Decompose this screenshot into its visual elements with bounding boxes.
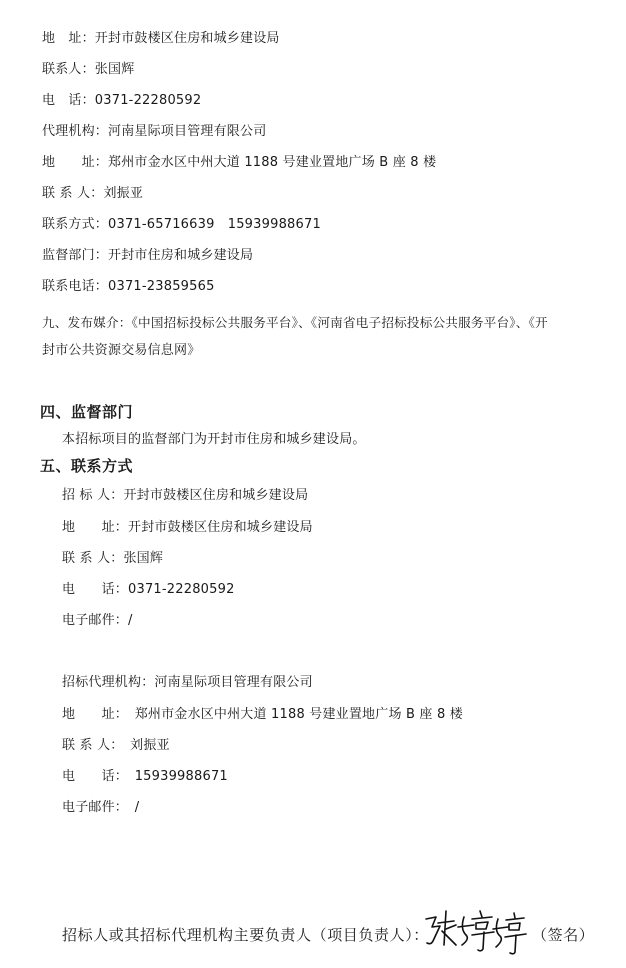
agency-phone: 电 话： 15939988671 [62, 769, 228, 784]
upper-supervisor: 监督部门：开封市住房和城乡建设局 [42, 248, 254, 263]
upper-agency: 代理机构：河南星际项目管理有限公司 [42, 124, 267, 139]
agency-address: 地 址： 郑州市金水区中州大道 1188 号建业置地广场 B 座 8 楼 [62, 707, 463, 722]
media-line-2: 封市公共资源交易信息网》 [42, 343, 201, 358]
upper-agency-phone: 联系方式：0371-65716639 15939988671 [42, 217, 321, 232]
tenderer-email: 电子邮件：/ [62, 613, 133, 628]
upper-phone: 电 话：0371-22280592 [42, 93, 202, 108]
upper-agency-address: 地 址：郑州市金水区中州大道 1188 号建业置地广场 B 座 8 楼 [42, 155, 437, 170]
section-4-title: 四、监督部门 [40, 403, 134, 421]
section-4-body: 本招标项目的监督部门为开封市住房和城乡建设局。 [62, 432, 366, 447]
signature-suffix: （签名） [532, 926, 595, 944]
tenderer-address: 地 址：开封市鼓楼区住房和城乡建设局 [62, 520, 313, 535]
signature-label: 招标人或其招标代理机构主要负责人（项目负责人）： [62, 926, 429, 944]
tenderer-name: 招 标 人：开封市鼓楼区住房和城乡建设局 [62, 488, 309, 503]
upper-address: 地 址：开封市鼓楼区住房和城乡建设局 [42, 31, 280, 46]
agency-name: 招标代理机构：河南星际项目管理有限公司 [62, 675, 313, 690]
tenderer-contact: 联 系 人：张国辉 [62, 551, 164, 566]
section-5-title: 五、联系方式 [40, 457, 134, 475]
upper-agency-contact: 联 系 人：刘振亚 [42, 186, 144, 201]
upper-contact: 联系人：张国辉 [42, 62, 135, 77]
media-line-1: 九、发布媒介：《中国招标投标公共服务平台》、《河南省电子招标投标公共服务平台》、《开 [42, 315, 548, 330]
tenderer-phone: 电 话：0371-22280592 [62, 582, 235, 597]
agency-email: 电子邮件： / [62, 800, 140, 815]
agency-contact: 联 系 人： 刘振亚 [62, 738, 170, 753]
handwritten-signature [420, 905, 530, 957]
upper-supervisor-phone: 联系电话：0371-23859565 [42, 279, 215, 294]
